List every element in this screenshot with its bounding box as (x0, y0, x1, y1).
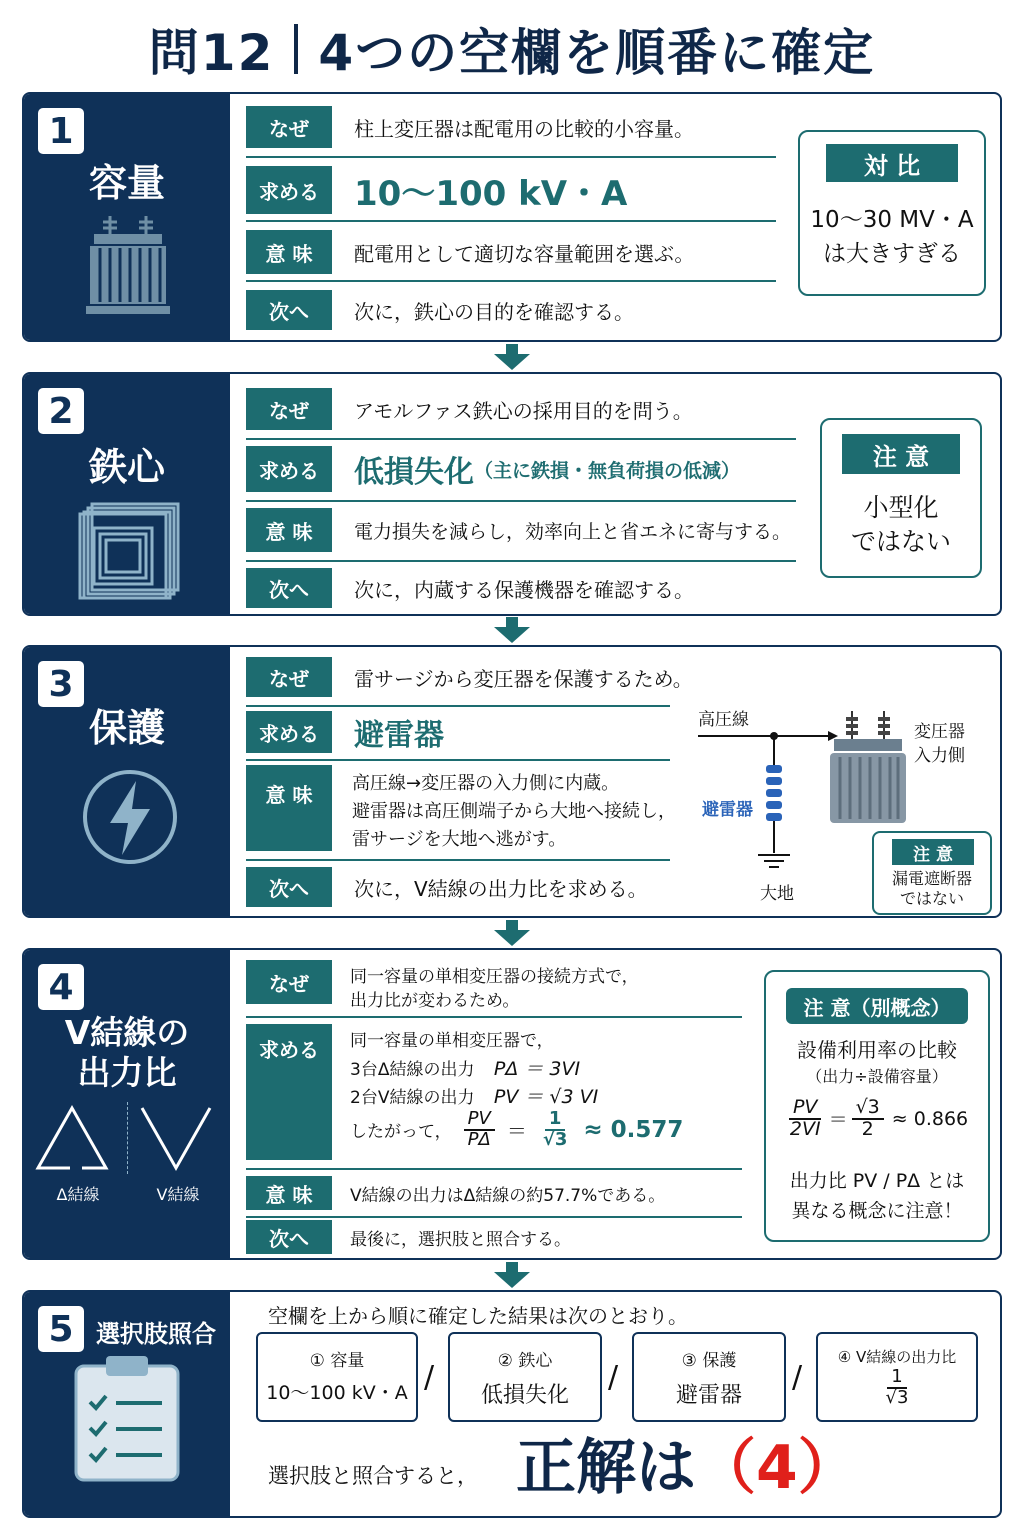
tag-want: 求める (246, 446, 332, 492)
utilization-formula (766, 1098, 988, 1140)
want-sub: （主に鉄損・無負荷損の低減） (474, 459, 741, 482)
section-name-line-2: 出力比 (77, 1053, 177, 1092)
result-fraction (539, 1110, 572, 1150)
section-capacity (22, 92, 1002, 342)
answer-card-capacity (256, 1332, 418, 1422)
tag-why: なぜ (246, 960, 332, 1004)
mean-text: 配電用として適切な容量範囲を選ぶ。 (354, 241, 695, 266)
box-line-1: 小型化 (863, 493, 939, 522)
checklist-icon (72, 1354, 182, 1484)
answer-card-heading: ② 鉄心 (497, 1351, 553, 1371)
section-protection (22, 645, 1002, 918)
lightning-icon (80, 767, 180, 867)
why-text: 柱上変圧器は配電用の比較的小容量。 (354, 116, 694, 141)
why-line-2: 出力比が変わるため。 (350, 991, 520, 1011)
separate-concept-box (764, 970, 990, 1242)
ratio-numerator: 1 (887, 1368, 906, 1389)
util-approx: ≈ 0.866 (891, 1107, 969, 1130)
row-divider (246, 220, 776, 222)
ratio-fraction (464, 1110, 495, 1150)
section-name-line-1: V結線の (64, 1013, 190, 1052)
contrast-box (798, 130, 986, 296)
v-connection-icon (138, 1102, 218, 1178)
why-line-1: 同一容量の単相変圧器の接続方式で， (350, 967, 639, 987)
want-line-2 (350, 1054, 580, 1081)
delta-output-formula: PΔ ＝ 3VI (493, 1058, 581, 1080)
conclusion-text: 選択肢と照合すると， (268, 1464, 478, 1488)
want-text: 避雷器 (354, 718, 444, 753)
therefore-label: したがって， (350, 1122, 452, 1143)
diagram-arrester-label: 避雷器 (702, 800, 753, 820)
answer-card-value (818, 1368, 976, 1408)
box-heading: 注 意 (842, 434, 960, 474)
page-title (0, 12, 1024, 86)
separator: / (424, 1360, 435, 1395)
want-line-4 (350, 1110, 683, 1150)
tag-mean: 意 味 (246, 508, 332, 552)
row-divider (246, 759, 670, 761)
tag-next: 次へ (246, 568, 332, 608)
answer-card-heading: ③ 保護 (681, 1351, 737, 1371)
box-line-4: 異なる概念に注意！ (791, 1200, 963, 1222)
section-sidebar (24, 1292, 230, 1516)
row-divider (246, 560, 796, 562)
why-text: アモルファス鉄心の採用目的を問う。 (354, 398, 693, 423)
section-sidebar (24, 94, 230, 340)
section-number: 2 (38, 388, 84, 434)
tag-why: なぜ (246, 106, 332, 148)
transformer-icon (86, 212, 170, 324)
answer-card-value: 低損失化 (480, 1383, 569, 1408)
row-divider (246, 1168, 742, 1170)
transformer-icon (828, 709, 908, 827)
section-name: 保護 (88, 706, 165, 750)
caution-box (872, 831, 992, 915)
box-line-2: ではない (899, 889, 964, 908)
tag-next: 次へ (246, 867, 332, 907)
tag-why: なぜ (246, 388, 332, 430)
mean-line-3: 雷サージを大地へ逃がす。 (352, 829, 567, 850)
section-number: 4 (38, 964, 84, 1010)
separator: / (608, 1360, 619, 1395)
row-divider (246, 156, 776, 158)
util-equals: ＝ (828, 1109, 848, 1132)
next-text: 次に，V結線の出力比を求める。 (354, 876, 648, 901)
next-text: 次に，鉄心の目的を確認する。 (354, 299, 634, 324)
section-number: 3 (38, 661, 84, 707)
tag-want: 求める (246, 166, 332, 214)
box-line-3: 出力比 PV / PΔ とは (789, 1170, 965, 1192)
box-line-1: 設備利用率の比較 (797, 1038, 957, 1062)
tag-next: 次へ (246, 1220, 332, 1254)
mean-line-2: 避雷器は高圧側端子から大地へ接続し， (352, 801, 676, 822)
equals-sign: ＝ (506, 1119, 527, 1144)
ratio-denominator: PΔ (467, 1128, 491, 1150)
delta-output-label: 3台Δ結線の出力 (350, 1060, 475, 1080)
util-fraction-2 (852, 1098, 884, 1140)
box-line-1: 10～30 MV・A (810, 207, 974, 233)
v-output-formula: PV ＝ √3 VI (493, 1086, 599, 1108)
answer-card-heading: ① 容量 (309, 1351, 365, 1371)
util-denominator-2: 2 (861, 1117, 874, 1140)
section-sidebar (24, 950, 230, 1258)
section-number: 1 (38, 108, 84, 154)
mean-text: V結線の出力はΔ結線の約57.7%である。 (350, 1185, 666, 1206)
box-line-2: は大きすぎる (823, 241, 961, 267)
box-heading: 注 意 (892, 839, 974, 865)
box-line-2: ではない (850, 527, 951, 556)
caution-box (820, 418, 982, 578)
divider (127, 1102, 128, 1174)
iron-core-icon (78, 500, 182, 600)
tag-mean: 意 味 (246, 765, 332, 851)
row-divider (246, 280, 776, 282)
ratio-numerator: PV (464, 1110, 495, 1131)
section-answer (22, 1290, 1002, 1518)
section-v-connection (22, 948, 1002, 1260)
down-arrow-icon (491, 920, 533, 946)
row-divider (246, 705, 670, 707)
down-arrow-icon (491, 344, 533, 370)
section-core (22, 372, 1002, 616)
row-divider (246, 438, 796, 440)
down-arrow-icon (491, 617, 533, 643)
final-answer (516, 1432, 858, 1504)
ratio-denominator: √3 (885, 1386, 909, 1408)
section-name: 容量 (88, 161, 165, 205)
next-text: 次に，内蔵する保護機器を確認する。 (354, 577, 694, 602)
row-divider (246, 1016, 742, 1018)
mean-line-1: 高圧線→変圧器の入力側に内蔵。 (352, 773, 620, 794)
diagram-ground-label: 大地 (760, 884, 794, 904)
final-answer-number: （4） (696, 1433, 858, 1503)
tag-next: 次へ (246, 290, 332, 330)
box-heading: 対 比 (826, 144, 958, 182)
section-sidebar (24, 374, 230, 614)
approx-value: ≈ 0.577 (583, 1116, 684, 1143)
delta-connection-icon (34, 1102, 118, 1178)
answer-card-v-ratio (816, 1332, 978, 1422)
v-label: V結線 (156, 1185, 200, 1204)
box-heading: 注 意（別概念） (786, 988, 968, 1024)
delta-label: Δ結線 (56, 1185, 100, 1204)
section-sidebar (24, 647, 230, 916)
box-line-1: 漏電遮断器 (891, 869, 972, 888)
down-arrow-icon (491, 1262, 533, 1288)
box-line-2: （出力÷設備容量） (806, 1067, 948, 1086)
answer-card-core (448, 1332, 602, 1422)
util-numerator-1: PV (789, 1098, 821, 1120)
want-text (354, 446, 740, 492)
tag-mean: 意 味 (246, 230, 332, 274)
answer-card-value: 10～100 kV・A (266, 1382, 408, 1404)
separator: / (792, 1360, 803, 1395)
row-divider (246, 500, 796, 502)
mean-text: 電力損失を減らし，効率向上と省エネに寄与する。 (354, 520, 792, 543)
v-output-label: 2台V結線の出力 (350, 1088, 475, 1108)
result-denominator: √3 (542, 1128, 568, 1150)
intro-text: 空欄を上から順に確定した結果は次のとおり。 (268, 1304, 688, 1328)
want-main: 低損失化 (354, 455, 474, 490)
row-divider (246, 859, 670, 861)
why-text: 雷サージから変圧器を保護するため。 (354, 666, 693, 691)
section-number: 5 (38, 1306, 84, 1352)
util-numerator-2: √3 (852, 1098, 884, 1120)
section-name: 鉄心 (88, 445, 165, 489)
final-answer-label: 正解は (516, 1433, 696, 1503)
answer-card-heading: ④ V結線の出力比 (837, 1348, 957, 1366)
title-question-number: 問12 (148, 24, 275, 82)
tag-want: 求める (246, 711, 332, 753)
util-denominator-1: 2VI (789, 1117, 821, 1140)
want-line-1: 同一容量の単相変圧器で， (350, 1031, 554, 1051)
diagram-input-side-label: 入力側 (914, 746, 965, 766)
title-divider (294, 24, 298, 74)
diagram-hv-line-label: 高圧線 (698, 710, 749, 730)
next-text: 最後に，選択肢と照合する。 (350, 1229, 571, 1250)
section-name: 選択肢照合 (96, 1320, 216, 1348)
tag-want: 求める (246, 1024, 332, 1160)
answer-card-value: 避雷器 (675, 1383, 742, 1408)
util-fraction-1 (786, 1098, 825, 1140)
tag-mean: 意 味 (246, 1176, 332, 1210)
ratio-fraction (882, 1368, 913, 1408)
row-divider (246, 1216, 742, 1218)
tag-why: なぜ (246, 657, 332, 697)
want-text: 10～100 kV・A (354, 173, 628, 214)
answer-card-protection (632, 1332, 786, 1422)
title-text: 4つの空欄を順番に確定 (318, 24, 876, 82)
want-line-3 (350, 1082, 598, 1109)
diagram-transformer-label: 変圧器 (914, 722, 965, 742)
result-numerator: 1 (545, 1110, 566, 1131)
